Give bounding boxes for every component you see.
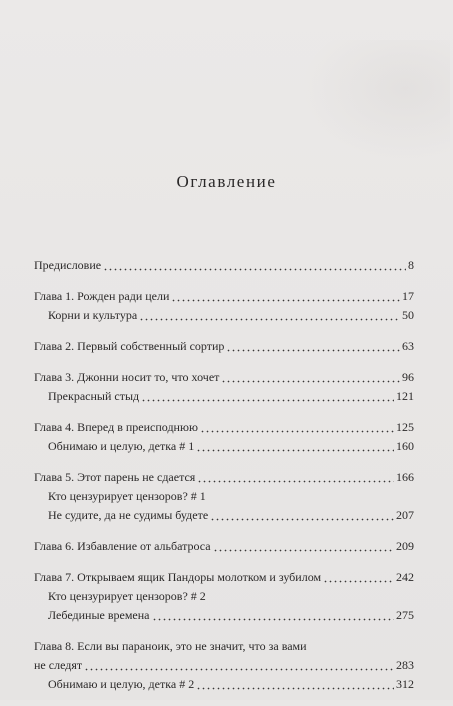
dot-leader [103,267,406,272]
toc-subentry [34,387,414,406]
toc-subentry [34,675,414,694]
toc-entry-label: Корни и культура [48,308,138,322]
toc-subentry [34,506,414,525]
toc-entry-page: 63 [402,339,414,353]
toc-group [34,287,414,325]
toc-entry [34,537,414,556]
toc-entry [34,418,414,437]
toc-entry-label: Обнимаю и целую, детка # 1 [48,439,195,453]
toc-group [34,256,414,275]
toc-entry-label: Глава 7. Открываем ящик Пандоры молотком и зубилом [34,570,322,584]
toc-entry [34,568,414,587]
dot-leader [323,579,394,584]
toc-entry-page: 242 [396,570,414,584]
toc-entry-label: Глава 5. Этот парень не сдается [34,470,196,484]
toc-entry-label: Лебединые времена [48,608,150,622]
toc-entry-label: Не судите, да не судимы будете [48,508,209,522]
dot-leader [221,379,400,384]
toc-group [34,368,414,406]
toc-entry-label: Обнимаю и целую, детка # 2 [48,677,195,691]
dot-leader [84,667,394,672]
toc-entry [34,287,414,306]
toc-entry-page: 8 [408,258,414,272]
toc-entry-label: Глава 6. Избавление от альбатроса [34,539,211,553]
toc-entry-page: 209 [396,539,414,553]
toc-subentry [34,437,414,456]
toc-entry-page: 121 [396,389,414,403]
toc-entry-page: 283 [396,658,414,672]
dot-leader [152,617,395,622]
dot-leader [226,348,400,353]
toc-entry [34,468,414,487]
toc-entry-label: не следят [34,658,83,672]
toc-subentry [34,606,414,625]
dot-leader [213,548,394,553]
toc-entry-label: Глава 2. Первый собственный сортир [34,339,225,353]
toc-entry-page: 125 [396,420,414,434]
toc-entry [34,256,414,275]
toc-entry-page: 50 [402,308,414,322]
toc-group [34,418,414,456]
dot-leader [200,429,394,434]
toc-entry-label: Кто цензурирует цензоров? # 2 [48,589,206,603]
toc-subentry [34,587,414,606]
toc-group [34,568,414,625]
dot-leader [210,517,394,522]
table-of-contents [34,256,414,706]
toc-entry-label: Прекрасный стыд [48,389,140,403]
show-through-shadow [300,40,450,160]
toc-entry-label: Предисловие [34,258,102,272]
toc-entry [34,337,414,356]
dot-leader [196,448,394,453]
toc-entry-page: 96 [402,370,414,384]
toc-entry-label: Кто цензурирует цензоров? # 1 [48,489,206,503]
toc-entry-label: Глава 4. Вперед в преисподнюю [34,420,198,434]
toc-group [34,637,414,694]
toc-group [34,537,414,556]
dot-leader [197,479,394,484]
page-title: Оглавление [176,172,277,191]
toc-group [34,468,414,525]
toc-entry-page: 312 [396,677,414,691]
toc-entry [34,368,414,387]
toc-entry-page: 207 [396,508,414,522]
dot-leader [141,398,394,403]
dot-leader [171,298,400,303]
toc-entry-page: 17 [402,289,414,303]
toc-subentry [34,487,414,506]
toc-entry-label: Глава 3. Джонни носит то, что хочет [34,370,220,384]
toc-entry-page: 275 [396,608,414,622]
toc-subentry [34,306,414,325]
toc-entry [34,637,414,656]
toc-entry-continuation [34,656,414,675]
toc-entry-label: Глава 8. Если вы параноик, это не значит, что за вами [34,639,307,653]
dot-leader [196,686,394,691]
toc-entry-page: 160 [396,439,414,453]
toc-group [34,337,414,356]
toc-entry-page: 166 [396,470,414,484]
toc-entry-label: Глава 1. Рожден ради цели [34,289,170,303]
dot-leader [139,317,400,322]
